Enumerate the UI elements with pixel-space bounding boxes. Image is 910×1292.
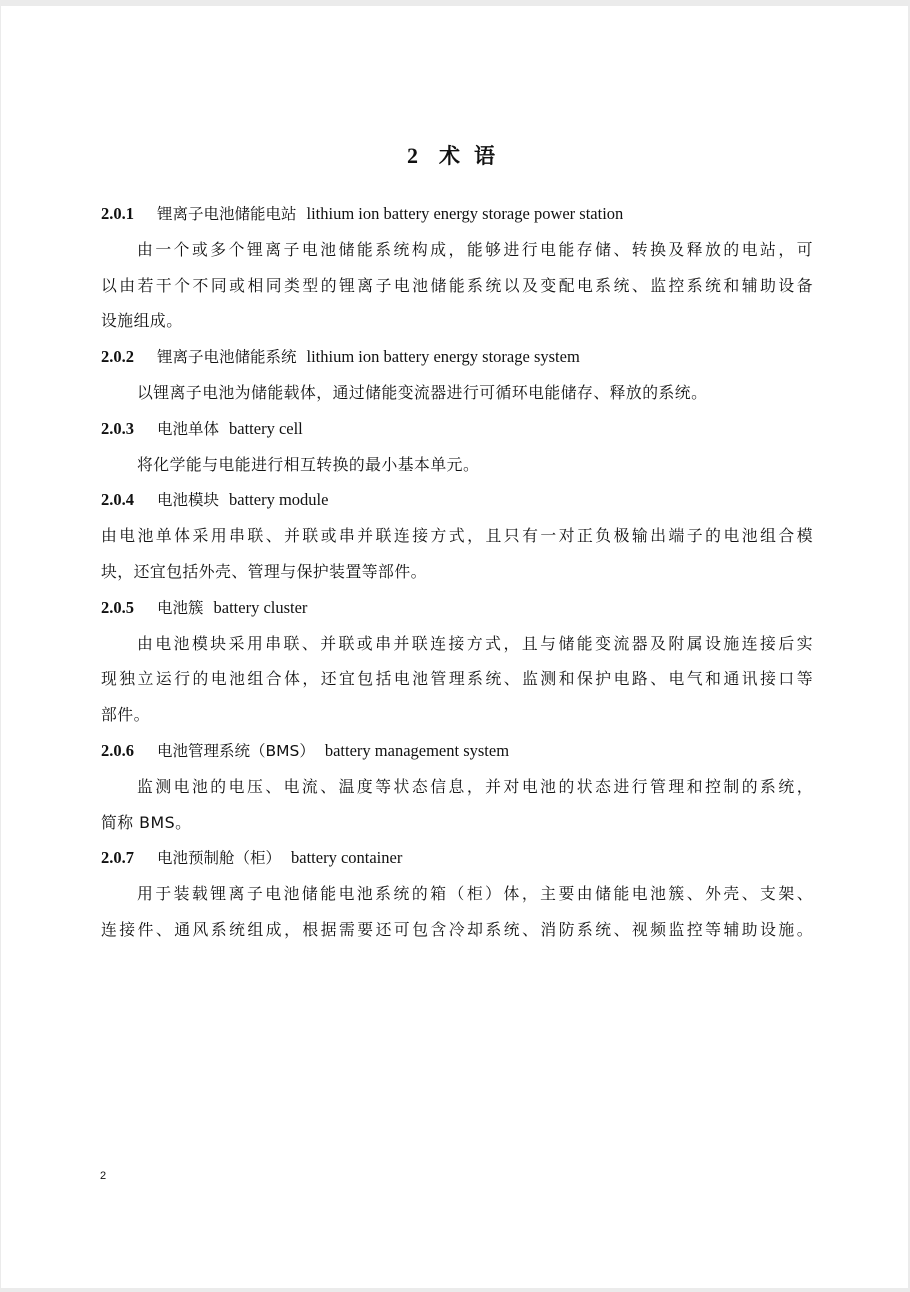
terms-list xyxy=(101,196,813,948)
term-chinese: 锂离子电池储能系统 xyxy=(157,348,297,367)
chapter-title-char: 术 xyxy=(439,144,460,168)
term-definition-line: 用于装载锂离子电池储能电池系统的箱（柜）体，主要由储能电池簇、外壳、支架、 xyxy=(137,884,813,904)
term-heading xyxy=(101,482,813,518)
term-english: battery container xyxy=(291,848,403,868)
term-definition-line: 由一个或多个锂离子电池储能系统构成，能够进行电能存储、转换及释放的电站，可 xyxy=(137,239,813,259)
term-definition-line: 连接件、通风系统组成，根据需要还可包含冷却系统、消防系统、视频监控等辅助设施。 xyxy=(101,919,813,939)
chapter-title xyxy=(1,140,908,170)
term-definition-line: 现独立运行的电池组合体，还宜包括电池管理系统、监测和保护电路、电气和通讯接口等 xyxy=(101,669,813,689)
term-english: battery cluster xyxy=(213,597,308,617)
term-definition-line: 部件。 xyxy=(101,705,150,725)
term-heading xyxy=(101,590,813,626)
term-chinese: 电池预制舱（柜） xyxy=(157,849,282,868)
term-definition-line: 块，还宜包括外壳、管理与保护装置等部件。 xyxy=(101,561,427,581)
document-page xyxy=(1,6,908,1288)
term-heading xyxy=(101,411,813,447)
term-chinese: 锂离子电池储能电站 xyxy=(157,205,297,223)
term-definition-line: 简称 BMS。 xyxy=(101,812,192,832)
term-code: 2.0.5 xyxy=(101,597,134,617)
term-english: lithium ion battery energy storage power station xyxy=(306,204,624,223)
page-number: 2 xyxy=(100,1170,107,1182)
chapter-title-char: 语 xyxy=(474,144,495,168)
term-code: 2.0.7 xyxy=(101,848,134,868)
term-code: 2.0.4 xyxy=(101,490,134,510)
term-chinese: 电池单体 xyxy=(157,419,220,438)
term-english: battery management system xyxy=(324,740,510,760)
term-heading xyxy=(101,339,813,375)
term-definition-line: 由电池模块采用串联、并联或串并联连接方式，且与储能变流器及附属设施连接后实 xyxy=(137,633,813,653)
term-heading xyxy=(101,196,813,232)
chapter-number: 2 xyxy=(407,143,418,168)
term-english: battery module xyxy=(229,490,329,510)
term-code: 2.0.2 xyxy=(101,347,134,367)
term-definition-line: 设施组成。 xyxy=(101,311,183,331)
term-chinese: 电池簇 xyxy=(157,598,204,617)
term-definition-line: 以锂离子电池为储能载体，通过储能变流器进行可循环电能储存、释放的系统。 xyxy=(137,382,708,402)
term-code: 2.0.6 xyxy=(101,740,134,760)
term-code: 2.0.1 xyxy=(101,204,134,223)
term-heading xyxy=(101,733,813,769)
term-definition-line: 将化学能与电能进行相互转换的最小基本单元。 xyxy=(137,454,480,474)
term-heading xyxy=(101,840,813,876)
term-definition-line: 以由若干个不同或相同类型的锂离子电池储能系统以及变配电系统、监控系统和辅助设备 xyxy=(101,275,813,295)
term-english: lithium ion battery energy storage system xyxy=(306,347,580,367)
term-code: 2.0.3 xyxy=(101,418,134,438)
term-chinese: 电池管理系统（BMS） xyxy=(157,741,315,760)
term-definition-line: 监测电池的电压、电流、温度等状态信息，并对电池的状态进行管理和控制的系统， xyxy=(137,776,813,796)
term-definition-line: 由电池单体采用串联、并联或串并联连接方式，且只有一对正负极输出端子的电池组合模 xyxy=(101,526,813,546)
term-chinese: 电池模块 xyxy=(157,491,220,510)
term-english: battery cell xyxy=(229,418,303,438)
